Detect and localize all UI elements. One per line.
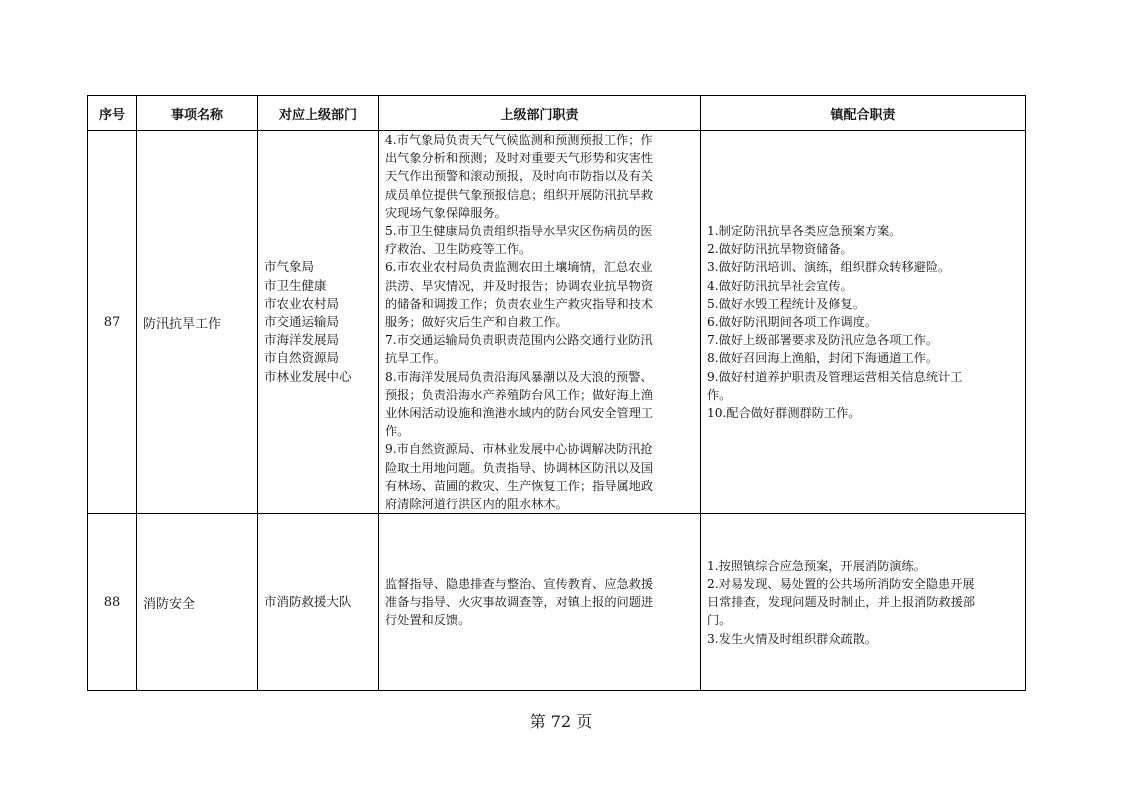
header-upper-duties: 上级部门职责 bbox=[379, 96, 701, 131]
header-row bbox=[88, 96, 1026, 131]
duty-line: 1.制定防汛抗旱各类应急预案方案。 bbox=[707, 224, 902, 239]
duty-line: 抗旱工作。 bbox=[385, 351, 446, 366]
duty-line: 8.市海洋发展局负责沿海风暴潮以及大浪的预警、 bbox=[385, 369, 653, 384]
dept-name: 市自然资源局 bbox=[264, 350, 340, 366]
duty-line: 4.市气象局负责天气气候监测和预测预报工作；作 bbox=[385, 133, 653, 147]
duty-line: 成员单位提供气象预报信息；组织开展防汛抗旱救 bbox=[385, 187, 654, 202]
duty-line: 府清除河道行洪区内的阻水林木。 bbox=[385, 497, 568, 512]
table-header bbox=[88, 96, 1026, 131]
duty-line: 3.做好防汛培训、演练，组织群众转移避险。 bbox=[707, 260, 951, 275]
item-name: 防汛抗旱工作 bbox=[137, 131, 258, 514]
row-number: 88 bbox=[88, 514, 137, 691]
duty-line: 作。 bbox=[707, 387, 732, 402]
duty-line: 监督指导、隐患排查与整治、宣传教育、应急救援 bbox=[385, 576, 654, 591]
dept-name: 市交通运输局 bbox=[264, 314, 340, 330]
dept-name: 市农业农村局 bbox=[264, 295, 340, 311]
town-duties bbox=[701, 131, 1026, 514]
duty-line: 业休闲活动设施和渔港水域内的防台风安全管理工 bbox=[385, 406, 654, 421]
duty-line: 疗救治、卫生防疫等工作。 bbox=[385, 242, 532, 257]
duty-line: 作。 bbox=[385, 424, 410, 439]
dept-name: 市消防救援大队 bbox=[264, 594, 352, 610]
duty-line: 门。 bbox=[707, 613, 732, 628]
duty-line: 3.发生火情及时组织群众疏散。 bbox=[707, 631, 878, 646]
table-row bbox=[88, 131, 1026, 514]
duty-line: 9.做好村道养护职责及管理运营相关信息统计工 bbox=[707, 369, 963, 384]
duty-line: 准备与指导、火灾事故调查等，对镇上报的问题进 bbox=[385, 595, 654, 610]
upper-duties bbox=[379, 131, 701, 514]
duty-table bbox=[87, 95, 1026, 691]
duty-line: 洪涝、旱灾情况，并及时报告；协调农业抗旱物资 bbox=[385, 278, 654, 293]
duty-line: 9.市自然资源局、市林业发展中心协调解决防汛抢 bbox=[385, 442, 653, 457]
duty-line: 2.做好防汛抗旱物资储备。 bbox=[707, 242, 853, 257]
duty-line: 5.市卫生健康局负责组织指导水旱灾区伤病员的医 bbox=[385, 224, 653, 239]
upper-duties bbox=[379, 514, 701, 691]
duty-line: 4.做好防汛抗旱社会宣传。 bbox=[707, 278, 853, 293]
dept-name: 市林业发展中心 bbox=[264, 368, 352, 384]
duty-line: 天气作出预警和滚动预报，及时向市防指以及有关 bbox=[385, 169, 654, 184]
page-number: 第 72 页 bbox=[529, 712, 593, 731]
duty-line: 1.按照镇综合应急预案，开展消防演练。 bbox=[707, 558, 926, 573]
duty-line: 服务；做好灾后生产和自救工作。 bbox=[385, 315, 568, 330]
header-upper-dept: 对应上级部门 bbox=[258, 96, 379, 131]
dept-name: 市海洋发展局 bbox=[264, 332, 340, 348]
header-town-duties: 镇配合职责 bbox=[701, 96, 1026, 131]
table-body bbox=[88, 131, 1026, 691]
duty-line: 7.做好上级部署要求及防汛应急各项工作。 bbox=[707, 333, 939, 348]
duty-line: 的储备和调拨工作；负责农业生产救灾指导和技术 bbox=[385, 296, 654, 311]
header-no: 序号 bbox=[88, 96, 137, 131]
duty-line: 6.做好防汛期间各项工作调度。 bbox=[707, 315, 878, 330]
duty-line: 日常排查，发现问题及时制止，并上报消防救援部 bbox=[707, 595, 976, 610]
duty-line: 10.配合做好群测群防工作。 bbox=[707, 406, 861, 421]
duty-line: 8.做好召回海上渔船，封闭下海通道工作。 bbox=[707, 351, 939, 366]
duty-line: 有林场、苗圃的救灾、生产恢复工作；指导属地政 bbox=[385, 478, 654, 493]
dept-name: 市卫生健康 bbox=[264, 277, 327, 293]
row-number: 87 bbox=[88, 131, 137, 514]
header-item-name: 事项名称 bbox=[137, 96, 258, 131]
duty-line: 预报；负责沿海水产养殖防台风工作；做好海上渔 bbox=[385, 387, 654, 402]
duty-line: 5.做好水毁工程统计及修复。 bbox=[707, 296, 865, 311]
duty-line: 险取土用地问题。负责指导、协调林区防汛以及国 bbox=[385, 460, 654, 475]
dept-list bbox=[258, 514, 379, 691]
duty-line: 出气象分析和预测；及时对重要天气形势和灾害性 bbox=[385, 151, 654, 166]
dept-list bbox=[258, 131, 379, 514]
town-duties bbox=[701, 514, 1026, 691]
item-name: 消防安全 bbox=[137, 514, 258, 691]
dept-name: 市气象局 bbox=[264, 259, 315, 275]
duty-line: 7.市交通运输局负责职责范围内公路交通行业防汛 bbox=[385, 333, 653, 348]
table-row bbox=[88, 514, 1026, 691]
duty-line: 6.市农业农村局负责监测农田土壤墒情，汇总农业 bbox=[385, 260, 653, 275]
duty-line: 行处置和反馈。 bbox=[385, 613, 471, 628]
duty-line: 2.对易发现、易处置的公共场所消防安全隐患开展 bbox=[707, 576, 975, 591]
duty-line: 灾现场气象保障服务。 bbox=[385, 205, 507, 220]
